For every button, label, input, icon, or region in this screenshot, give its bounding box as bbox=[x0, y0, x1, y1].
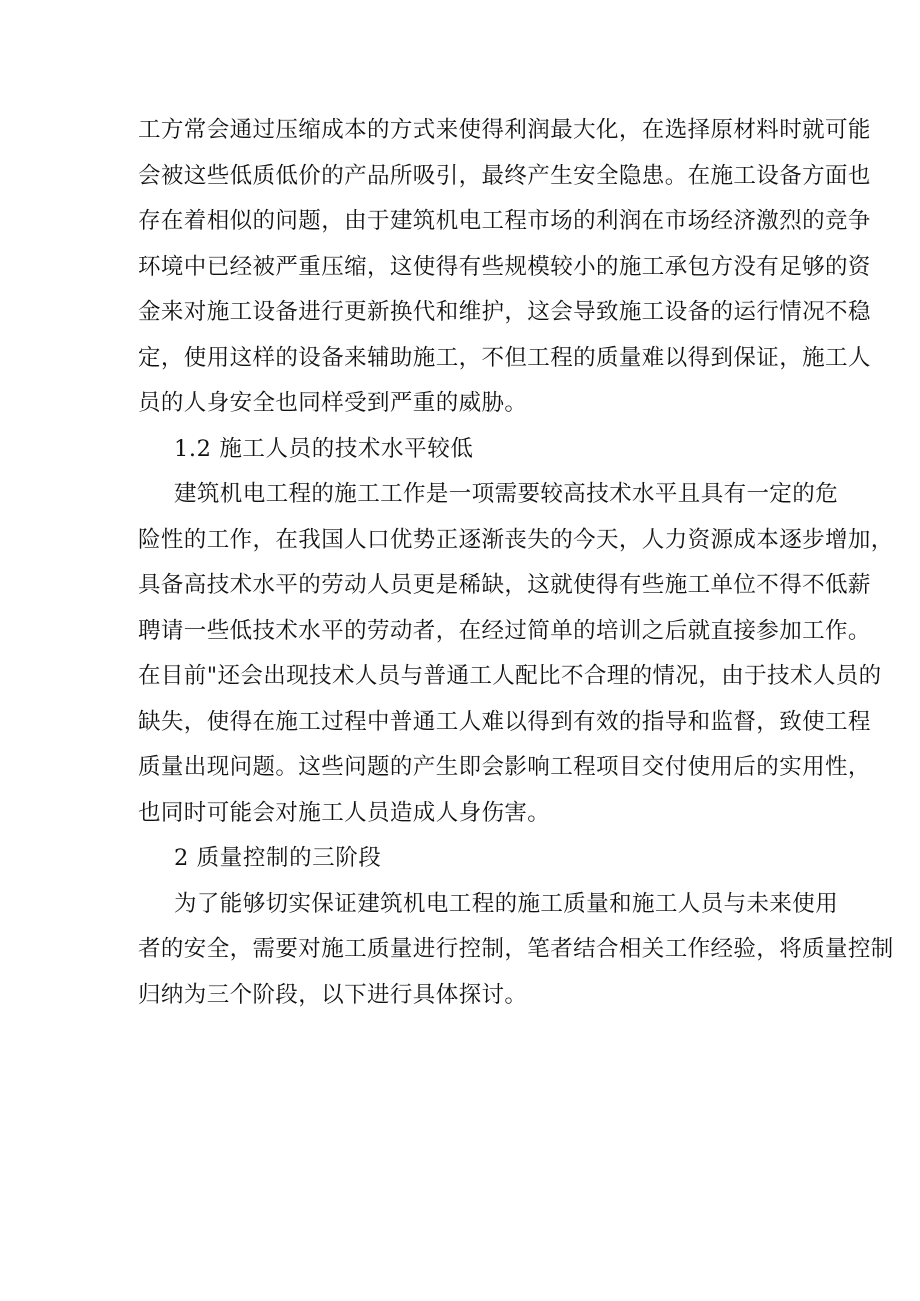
paragraph-line: 定，使用这样的设备来辅助施工，不但工程的质量难以得到保证，施工人 bbox=[138, 344, 871, 371]
paragraph-line: 员的人身安全也同样受到严重的威胁。 bbox=[138, 390, 528, 416]
paragraph-line: 具备高技术水平的劳动人员更是稀缺，这就使得有些施工单位不得不低薪 bbox=[138, 572, 871, 598]
paragraph-line: 工方常会通过压缩成本的方式来使得利润最大化，在选择原材料时就可能 bbox=[138, 117, 871, 143]
paragraph-line: 会被这些低质低价的产品所吸引，最终产生安全隐患。在施工设备方面也 bbox=[138, 162, 871, 189]
paragraph-2 bbox=[138, 472, 894, 836]
paragraph-3 bbox=[138, 882, 894, 1019]
paragraph-line: 聘请一些低技术水平的劳动者，在经过简单的培训之后就直接参加工作。 bbox=[138, 617, 871, 644]
paragraph-line: 也同时可能会对施工人员造成人身伤害。 bbox=[138, 799, 551, 826]
paragraph-line: 建筑机电工程的施工工作是一项需要较高技术水平且具有一定的危 bbox=[174, 481, 839, 507]
paragraph-line: 者的安全，需要对施工质量进行控制，笔者结合相关工作经验，将质量控制 bbox=[138, 936, 894, 962]
paragraph-line: 环境中已经被严重压缩，这使得有些规模较小的施工承包方没有足够的资 bbox=[138, 253, 871, 280]
section-heading-1-2: 1.2 施工人员的技术水平较低 bbox=[174, 435, 474, 462]
paragraph-line: 质量出现问题。这些问题的产生即会影响工程项目交付使用后的实用性， bbox=[138, 754, 871, 780]
paragraph-1 bbox=[138, 108, 871, 427]
paragraph-line: 为了能够切实保证建筑机电工程的施工质量和施工人员与未来使用 bbox=[174, 890, 839, 917]
paragraph-line: 归纳为三个阶段，以下进行具体探讨。 bbox=[138, 981, 528, 1008]
paragraph-line: 在目前"还会出现技术人员与普通工人配比不合理的情况，由于技术人员的 bbox=[138, 663, 882, 689]
section-heading-2: 2 质量控制的三阶段 bbox=[174, 845, 382, 871]
paragraph-line: 险性的工作，在我国人口优势正逐渐丧失的今天，人力资源成本逐步增加， bbox=[138, 526, 894, 553]
document-page bbox=[138, 108, 894, 1018]
paragraph-line: 存在着相似的问题，由于建筑机电工程市场的利润在市场经济激烈的竞争 bbox=[138, 208, 871, 234]
paragraph-line: 缺失，使得在施工过程中普通工人难以得到有效的指导和监督，致使工程 bbox=[138, 708, 871, 735]
paragraph-line: 金来对施工设备进行更新换代和维护，这会导致施工设备的运行情况不稳 bbox=[138, 299, 871, 325]
